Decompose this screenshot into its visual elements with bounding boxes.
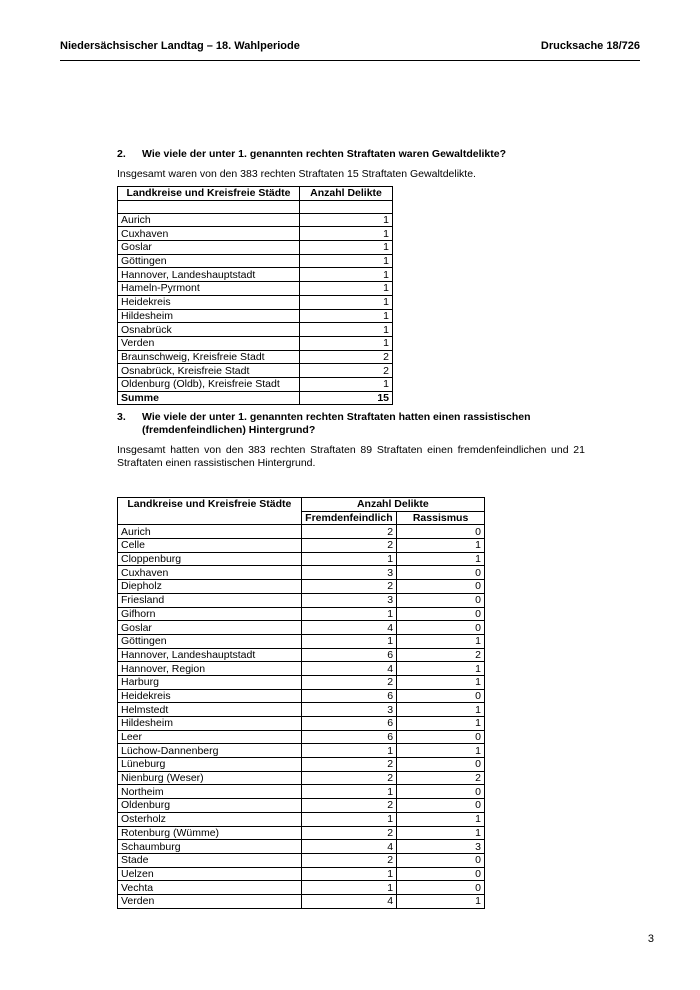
table1-spacer-row bbox=[118, 200, 393, 213]
table2-row bbox=[118, 894, 485, 908]
district-cell: Hannover, Landeshauptstadt bbox=[118, 648, 302, 662]
xenophobic-count-cell: 2 bbox=[301, 826, 396, 840]
violent-offences-table bbox=[117, 186, 393, 405]
table2-row bbox=[118, 730, 485, 744]
district-cell: Göttingen bbox=[118, 634, 302, 648]
table2-row bbox=[118, 867, 485, 881]
count-cell: 2 bbox=[300, 350, 393, 364]
racism-count-cell: 0 bbox=[397, 799, 485, 813]
table2-row bbox=[118, 552, 485, 566]
district-cell: Hildesheim bbox=[118, 717, 302, 731]
question-3-number: 3. bbox=[117, 411, 126, 423]
count-cell: 1 bbox=[300, 254, 393, 268]
district-cell: Hameln-Pyrmont bbox=[118, 282, 300, 296]
header-title: Niedersächsischer Landtag – 18. Wahlperiode bbox=[60, 40, 300, 52]
xenophobic-count-cell: 4 bbox=[301, 662, 396, 676]
table2-row bbox=[118, 689, 485, 703]
question-2-text: Wie viele der unter 1. genannten rechten Straftaten waren Gewaltdelikte? bbox=[142, 148, 507, 160]
racism-count-cell: 1 bbox=[397, 634, 485, 648]
count-cell: 1 bbox=[300, 323, 393, 337]
table1-row bbox=[118, 268, 393, 282]
district-cell: Hannover, Region bbox=[118, 662, 302, 676]
table2-row bbox=[118, 648, 485, 662]
count-cell: 1 bbox=[300, 227, 393, 241]
racism-count-cell: 0 bbox=[397, 758, 485, 772]
district-cell: Osterholz bbox=[118, 812, 302, 826]
table1-row bbox=[118, 309, 393, 323]
xenophobic-count-cell: 2 bbox=[301, 771, 396, 785]
count-cell: 1 bbox=[300, 336, 393, 350]
question-3-text: Wie viele der unter 1. genannten rechten Straftaten hatten einen rassistischen (fremdenfeindlichen) Hintergrund? bbox=[142, 411, 531, 436]
district-cell: Rotenburg (Wümme) bbox=[118, 826, 302, 840]
table2-row bbox=[118, 812, 485, 826]
racist-offences-table bbox=[117, 497, 485, 909]
sum-value: 15 bbox=[300, 391, 393, 405]
table1-row bbox=[118, 241, 393, 255]
xenophobic-count-cell: 1 bbox=[301, 812, 396, 826]
table2-row bbox=[118, 525, 485, 539]
table2-row bbox=[118, 717, 485, 731]
table1-row bbox=[118, 350, 393, 364]
xenophobic-count-cell: 4 bbox=[301, 894, 396, 908]
question-3 bbox=[117, 411, 587, 437]
district-cell: Cuxhaven bbox=[118, 566, 302, 580]
district-cell: Verden bbox=[118, 336, 300, 350]
racism-count-cell: 0 bbox=[397, 785, 485, 799]
racism-count-cell: 2 bbox=[397, 648, 485, 662]
table2-row bbox=[118, 703, 485, 717]
xenophobic-count-cell: 1 bbox=[301, 552, 396, 566]
table2-row bbox=[118, 634, 485, 648]
count-cell: 1 bbox=[300, 268, 393, 282]
table1-sum-row bbox=[118, 391, 393, 405]
district-cell: Goslar bbox=[118, 241, 300, 255]
table2-row bbox=[118, 744, 485, 758]
table1-header-count: Anzahl Delikte bbox=[300, 187, 393, 201]
district-cell: Vechta bbox=[118, 881, 302, 895]
district-cell: Cuxhaven bbox=[118, 227, 300, 241]
table1-row bbox=[118, 295, 393, 309]
racism-count-cell: 1 bbox=[397, 894, 485, 908]
table1-row bbox=[118, 336, 393, 350]
table1-row bbox=[118, 227, 393, 241]
district-cell: Friesland bbox=[118, 593, 302, 607]
racism-count-cell: 1 bbox=[397, 662, 485, 676]
district-cell: Osnabrück, Kreisfreie Stadt bbox=[118, 364, 300, 378]
district-cell: Hannover, Landeshauptstadt bbox=[118, 268, 300, 282]
xenophobic-count-cell: 6 bbox=[301, 717, 396, 731]
table1-header-district: Landkreise und Kreisfreie Städte bbox=[118, 187, 300, 201]
district-cell: Göttingen bbox=[118, 254, 300, 268]
racism-count-cell: 1 bbox=[397, 826, 485, 840]
district-cell: Verden bbox=[118, 894, 302, 908]
table2-row bbox=[118, 580, 485, 594]
district-cell: Lüneburg bbox=[118, 758, 302, 772]
table2-row bbox=[118, 881, 485, 895]
table2-row bbox=[118, 593, 485, 607]
xenophobic-count-cell: 2 bbox=[301, 853, 396, 867]
xenophobic-count-cell: 1 bbox=[301, 867, 396, 881]
district-cell: Diepholz bbox=[118, 580, 302, 594]
table1-row bbox=[118, 213, 393, 227]
district-cell: Goslar bbox=[118, 621, 302, 635]
district-cell: Stade bbox=[118, 853, 302, 867]
xenophobic-count-cell: 2 bbox=[301, 758, 396, 772]
racism-count-cell: 0 bbox=[397, 867, 485, 881]
xenophobic-count-cell: 6 bbox=[301, 730, 396, 744]
xenophobic-count-cell: 2 bbox=[301, 675, 396, 689]
table2-header-district: Landkreise und Kreisfreie Städte bbox=[118, 498, 302, 525]
count-cell: 1 bbox=[300, 241, 393, 255]
question-2-number: 2. bbox=[117, 148, 126, 160]
table2-row bbox=[118, 840, 485, 854]
racism-count-cell: 0 bbox=[397, 580, 485, 594]
racism-count-cell: 1 bbox=[397, 539, 485, 553]
table2-row bbox=[118, 566, 485, 580]
xenophobic-count-cell: 1 bbox=[301, 881, 396, 895]
district-cell: Heidekreis bbox=[118, 689, 302, 703]
xenophobic-count-cell: 3 bbox=[301, 703, 396, 717]
page-header bbox=[60, 40, 640, 61]
sum-label: Summe bbox=[118, 391, 300, 405]
xenophobic-count-cell: 2 bbox=[301, 580, 396, 594]
district-cell: Lüchow-Dannenberg bbox=[118, 744, 302, 758]
district-cell: Cloppenburg bbox=[118, 552, 302, 566]
district-cell: Celle bbox=[118, 539, 302, 553]
table2-row bbox=[118, 607, 485, 621]
racism-count-cell: 3 bbox=[397, 840, 485, 854]
district-cell: Braunschweig, Kreisfreie Stadt bbox=[118, 350, 300, 364]
district-cell: Harburg bbox=[118, 675, 302, 689]
district-cell: Oldenburg (Oldb), Kreisfreie Stadt bbox=[118, 377, 300, 391]
table2-row bbox=[118, 621, 485, 635]
district-cell: Gifhorn bbox=[118, 607, 302, 621]
question-2 bbox=[117, 148, 587, 161]
table2-row bbox=[118, 539, 485, 553]
count-cell: 1 bbox=[300, 213, 393, 227]
table2-row bbox=[118, 675, 485, 689]
table1-row bbox=[118, 364, 393, 378]
district-cell: Heidekreis bbox=[118, 295, 300, 309]
count-cell: 1 bbox=[300, 309, 393, 323]
page-number: 3 bbox=[647, 933, 654, 945]
district-cell: Uelzen bbox=[118, 867, 302, 881]
xenophobic-count-cell: 1 bbox=[301, 785, 396, 799]
table2-header-xenophobic: Fremdenfeindlich bbox=[301, 511, 396, 525]
racism-count-cell: 0 bbox=[397, 853, 485, 867]
xenophobic-count-cell: 3 bbox=[301, 566, 396, 580]
racism-count-cell: 1 bbox=[397, 675, 485, 689]
table2-row bbox=[118, 826, 485, 840]
table2-row bbox=[118, 853, 485, 867]
xenophobic-count-cell: 3 bbox=[301, 593, 396, 607]
district-cell: Oldenburg bbox=[118, 799, 302, 813]
answer-2: Insgesamt waren von den 383 rechten Straftaten 15 Straftaten Gewaltdelikte. bbox=[117, 168, 476, 180]
racism-count-cell: 0 bbox=[397, 730, 485, 744]
district-cell: Helmstedt bbox=[118, 703, 302, 717]
racism-count-cell: 0 bbox=[397, 593, 485, 607]
table1-row bbox=[118, 254, 393, 268]
racism-count-cell: 0 bbox=[397, 607, 485, 621]
table2-row bbox=[118, 785, 485, 799]
district-cell: Northeim bbox=[118, 785, 302, 799]
district-cell: Nienburg (Weser) bbox=[118, 771, 302, 785]
district-cell: Schaumburg bbox=[118, 840, 302, 854]
table2-header-group: Anzahl Delikte bbox=[301, 498, 484, 512]
racism-count-cell: 1 bbox=[397, 717, 485, 731]
table1-row bbox=[118, 323, 393, 337]
xenophobic-count-cell: 6 bbox=[301, 689, 396, 703]
count-cell: 1 bbox=[300, 295, 393, 309]
xenophobic-count-cell: 2 bbox=[301, 525, 396, 539]
xenophobic-count-cell: 2 bbox=[301, 539, 396, 553]
district-cell: Aurich bbox=[118, 525, 302, 539]
xenophobic-count-cell: 4 bbox=[301, 840, 396, 854]
table1-row bbox=[118, 377, 393, 391]
table2-row bbox=[118, 662, 485, 676]
district-cell: Hildesheim bbox=[118, 309, 300, 323]
table2-header-racism: Rassismus bbox=[397, 511, 485, 525]
count-cell: 1 bbox=[300, 282, 393, 296]
racism-count-cell: 0 bbox=[397, 566, 485, 580]
document-number: Drucksache 18/726 bbox=[540, 40, 640, 52]
racism-count-cell: 0 bbox=[397, 525, 485, 539]
district-cell: Leer bbox=[118, 730, 302, 744]
racism-count-cell: 0 bbox=[397, 881, 485, 895]
table1-row bbox=[118, 282, 393, 296]
racism-count-cell: 0 bbox=[397, 689, 485, 703]
district-cell: Aurich bbox=[118, 213, 300, 227]
xenophobic-count-cell: 6 bbox=[301, 648, 396, 662]
count-cell: 1 bbox=[300, 377, 393, 391]
table2-row bbox=[118, 758, 485, 772]
racism-count-cell: 1 bbox=[397, 703, 485, 717]
xenophobic-count-cell: 1 bbox=[301, 607, 396, 621]
racism-count-cell: 1 bbox=[397, 744, 485, 758]
racism-count-cell: 2 bbox=[397, 771, 485, 785]
district-cell: Osnabrück bbox=[118, 323, 300, 337]
racism-count-cell: 0 bbox=[397, 621, 485, 635]
racism-count-cell: 1 bbox=[397, 552, 485, 566]
xenophobic-count-cell: 1 bbox=[301, 634, 396, 648]
table2-row bbox=[118, 799, 485, 813]
answer-3: Insgesamt hatten von den 383 rechten Straftaten 89 Straftaten einen fremdenfeindlichen und 21 Straftaten einen rassistischen Hintergrund. bbox=[117, 444, 585, 469]
count-cell: 2 bbox=[300, 364, 393, 378]
table2-row bbox=[118, 771, 485, 785]
xenophobic-count-cell: 1 bbox=[301, 744, 396, 758]
xenophobic-count-cell: 2 bbox=[301, 799, 396, 813]
xenophobic-count-cell: 4 bbox=[301, 621, 396, 635]
racism-count-cell: 1 bbox=[397, 812, 485, 826]
